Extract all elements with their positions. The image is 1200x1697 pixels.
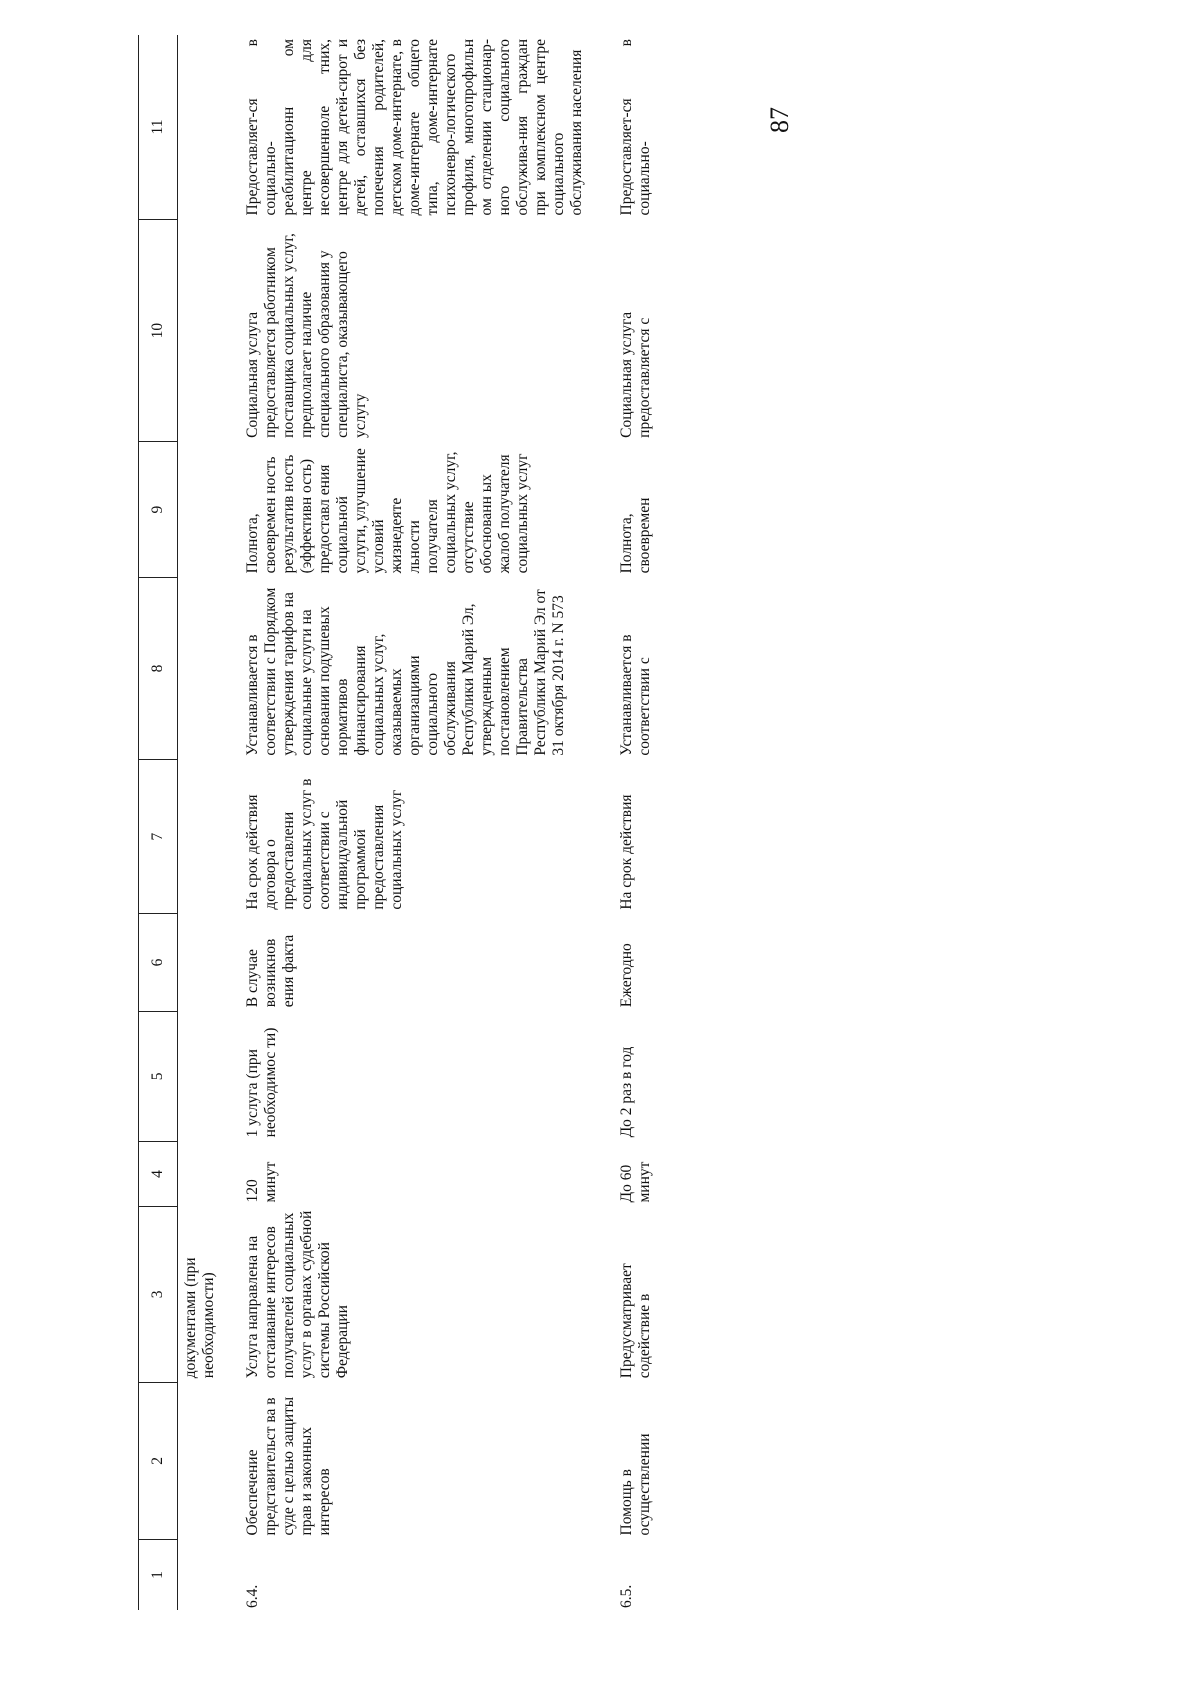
service-tariff: Устанавливается в соответствии с: [618, 634, 653, 756]
service-where: Предоставляет-ся в социально-реабилитационн ом центре для несовершенноле тних, центре для детей-сирот и детей, оставшихся без попечения родителей, детском доме-интернате, в доме-интернате общего типа, доме-интернате психоневро-логического профиля, многопрофильн ом отделении стационар-ного социального обслужива-ния граждан при комплексном центре социального обслуживания населения: [244, 39, 585, 216]
service-conditions: Социальная услуга предоставляется работником поставщика социальных услуг, предполагает наличие специального образования у специалиста, оказывающего услугу: [244, 233, 369, 438]
service-volume: До 2 раз в год: [618, 1046, 635, 1138]
continuation-text: документами (при необходимости): [182, 1257, 217, 1379]
col-header-3: 3: [139, 1207, 178, 1383]
col-header-5: 5: [139, 1011, 178, 1141]
col-header-2: 2: [139, 1382, 178, 1539]
service-duration: 120 минут: [244, 1161, 279, 1203]
col-header-6: 6: [139, 914, 178, 1012]
service-indicators: Полнота, своевремен: [618, 497, 653, 574]
row-number: 6.4.: [244, 1584, 261, 1608]
service-periodicity: Ежегодно: [618, 943, 635, 1008]
service-name: Помощь в осуществлении: [618, 1433, 653, 1536]
col-header-11: 11: [139, 35, 178, 219]
service-indicators: Полнота, своевремен ность результатив ность (эффективн ость) предоставл ения социальной услуги, улучшение условий жизнедеяте льности получателя социальных услуг, отсутствие обоснованн ых жалоб получателя социальных услуг: [244, 448, 531, 574]
service-periodicity: В случае возникнов ения факта: [244, 934, 297, 1008]
col-header-7: 7: [139, 760, 178, 914]
col-header-4: 4: [139, 1141, 178, 1206]
service-description: Услуга направлена на отстаивание интересов получателей социальных услуг в органах судебной системы Российской Федерации: [244, 1210, 351, 1379]
col-header-8: 8: [139, 577, 178, 759]
service-duration: До 60 минут: [618, 1161, 653, 1203]
col-header-1: 1: [139, 1540, 178, 1611]
service-description: Предусматривает содействие в: [618, 1263, 653, 1379]
continuation-row: [178, 35, 233, 1610]
row-number: 6.5.: [618, 1584, 635, 1608]
service-where: Предоставляет-ся в социально-: [618, 39, 653, 216]
service-term: На срок действия договора о предоставлени социальных услуг в соответствии с индивидуальной программой предоставления социальных услуг: [244, 778, 405, 910]
service-term: На срок действия: [618, 794, 635, 910]
col-header-9: 9: [139, 442, 178, 578]
page-number: 87: [765, 107, 794, 133]
services-table: [138, 35, 654, 1610]
rotated-table-container: [138, 35, 1098, 1610]
service-volume: 1 услуга (при необходимос ти): [244, 1027, 279, 1138]
service-conditions: Социальная услуга предоставляется с: [618, 311, 653, 438]
col-header-10: 10: [139, 219, 178, 441]
service-name: Обеспечение представительст ва в суде с целью защиты прав и законных интересов: [244, 1396, 333, 1536]
table-row: [232, 35, 606, 1610]
header-row: [139, 35, 178, 1610]
service-tariff: Устанавливается в соответствии с Порядком утверждения тарифов на социальные услуги на основании подушевых нормативов финансирования социальных услуг, оказываемых организациями социального обслуживания Республики Марий Эл, утвержденным постановлением Правительства Республики Марий Эл от 31 октября 2014 г. N 573: [244, 587, 567, 756]
table-row: [606, 35, 654, 1610]
